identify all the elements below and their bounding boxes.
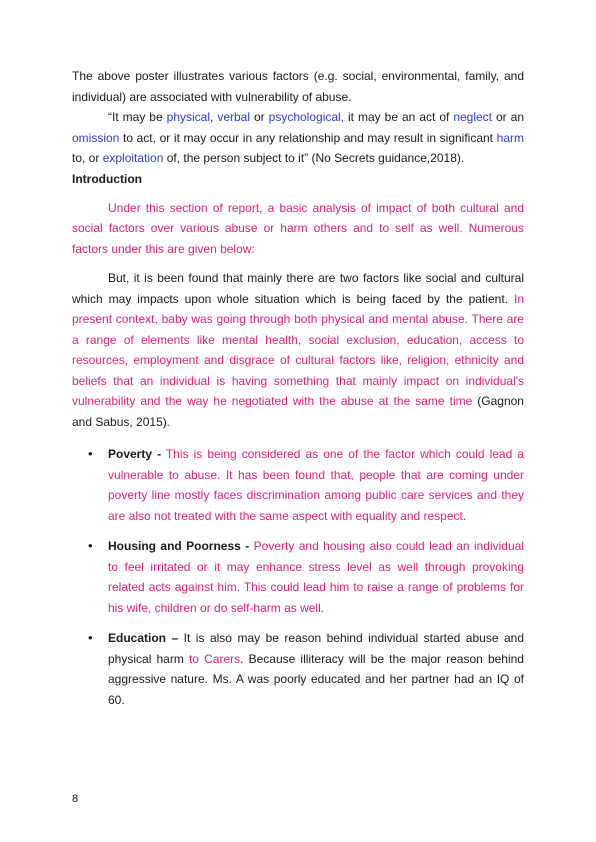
list-text: . Because illiteracy will be the major reason behind aggressive nature. Ms. A was poorly educated and her partner had an IQ of 60. bbox=[108, 651, 524, 707]
intro-paragraph: Under this section of report, a basic analysis of impact of both cultural and social factors over various abuse or harm others and to self as well. Numerous factors under this are given below: bbox=[72, 200, 524, 256]
factors-highlight: In present context, baby was going through both physical and mental abuse. There are a range of elements like mental health, social exclusion, education, access to resources, employment and disgrace of cultural factors like, religion, ethnicity and beliefs that an individual is having something that mainly impact on individual's vulnerability and the way he negotiated with the abuse at the same time bbox=[72, 291, 524, 408]
term-verbal: verbal bbox=[217, 110, 251, 124]
list-item-education bbox=[72, 628, 524, 710]
term-neglect: neglect bbox=[453, 110, 493, 124]
quote-text: or an bbox=[492, 110, 525, 124]
list-item-poverty bbox=[72, 444, 524, 526]
quote-text: of, the person subject to it” (No Secrets guidance,2018). bbox=[163, 151, 465, 165]
list-item-housing bbox=[72, 536, 524, 618]
bullet-icon: • bbox=[88, 538, 93, 553]
bullet-icon: • bbox=[88, 630, 93, 645]
list-text: Poverty and housing also could lead an individual to feel irritated or it may enhance stress level as well through provoking related acts against him. This could lead him to raise a range of problems for his wife, children or do self-harm as well. bbox=[108, 539, 524, 615]
factors-text: But, it is been found that mainly there are two factors like social and cultural which may impacts upon whole situation which is being faced by the patient bbox=[72, 271, 524, 306]
document-page bbox=[72, 66, 524, 720]
bullet-icon: • bbox=[88, 446, 93, 461]
page-number: 8 bbox=[72, 793, 79, 805]
factor-list bbox=[72, 444, 524, 710]
factors-text: . bbox=[504, 291, 508, 306]
quote-text: , bbox=[210, 110, 218, 124]
list-term: Poverty - bbox=[108, 447, 162, 461]
quote-text: to act, or it may occur in any relationship and may result in significant bbox=[119, 130, 497, 145]
poster-paragraph: The above poster illustrates various factors (e.g. social, environmental, family, and individual) are associated with vulnerability of abuse. bbox=[72, 69, 524, 104]
list-text: This is being considered as one of the factor which could lead a vulnerable to abuse. It has been found that, people that are coming under poverty line mostly faces discrimination among public care services and they are also not treated with the same aspect with equality and respect. bbox=[108, 447, 525, 523]
list-term: Housing and Poorness - bbox=[108, 539, 250, 553]
citation: (Gagnon and Sabus, 2015) bbox=[72, 394, 524, 429]
term-omission: omission bbox=[72, 130, 120, 145]
term-physical: physical bbox=[166, 110, 210, 124]
quote-text: to, or bbox=[72, 151, 103, 165]
term-exploitation: exploitation bbox=[102, 151, 164, 165]
quote-text: or bbox=[250, 110, 269, 124]
term-harm: harm bbox=[496, 130, 524, 145]
quote-text: “It may be bbox=[108, 110, 167, 124]
list-text: It is also may be reason behind individual started abuse and physical harm bbox=[108, 631, 525, 666]
section-heading: Introduction bbox=[72, 171, 142, 186]
factors-highlight: . bbox=[166, 414, 171, 429]
quote-text: it may be an act of bbox=[344, 110, 454, 124]
list-highlight: to Carers bbox=[188, 651, 241, 666]
term-psychological: psychological, bbox=[268, 110, 345, 124]
factors-paragraph bbox=[72, 268, 524, 432]
list-term: Education – bbox=[108, 631, 179, 645]
quote-paragraph bbox=[72, 107, 524, 169]
